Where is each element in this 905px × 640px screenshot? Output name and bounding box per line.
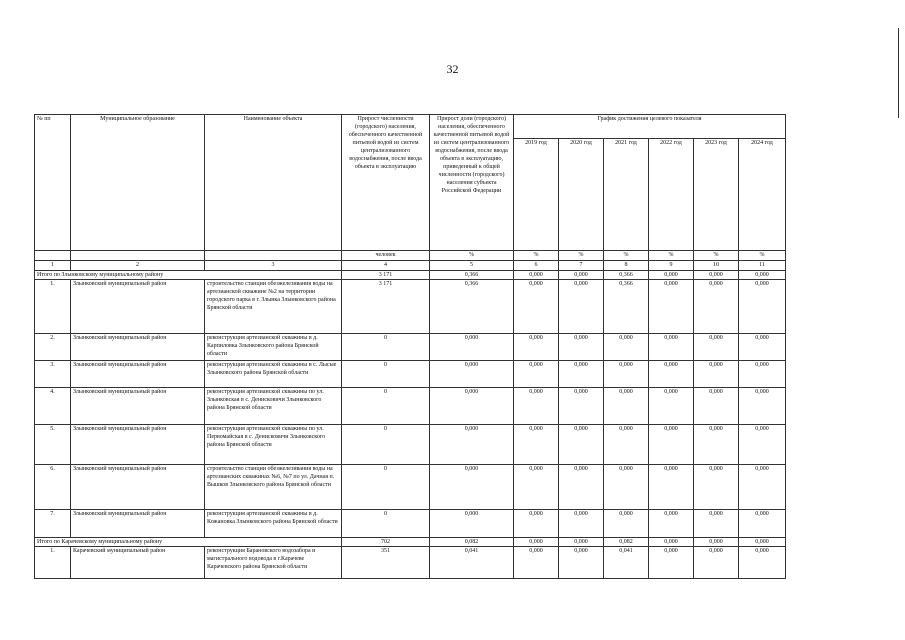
col-number: 6 (514, 261, 559, 271)
col-number: 2 (71, 261, 205, 271)
municipality-cell: Злынковский муниципальный район (71, 280, 205, 334)
share-increase-cell: 0,000 (430, 361, 514, 388)
object-name-cell: реконструкция артезианской скважины в с. Лысые Злынковского района Брянской области (205, 361, 342, 388)
unit-cell: % (739, 251, 786, 261)
year-value-cell: 0,000 (604, 425, 649, 465)
header-year-2022: 2022 год (649, 139, 694, 251)
header-year-2019: 2019 год (514, 139, 559, 251)
year-value-cell: 0,000 (739, 425, 786, 465)
municipality-cell: Злынковский муниципальный район (71, 388, 205, 425)
table-row (35, 361, 786, 388)
population-increase-cell: 351 (342, 547, 430, 579)
year-value-cell: 0,000 (514, 271, 559, 280)
share-increase-cell: 0,000 (430, 510, 514, 538)
share-increase-cell: 0,366 (430, 271, 514, 280)
population-increase-cell: 3 171 (342, 271, 430, 280)
population-increase-cell: 0 (342, 334, 430, 361)
year-value-cell: 0,000 (649, 465, 694, 510)
year-value-cell: 0,366 (604, 271, 649, 280)
table-body (35, 115, 786, 579)
year-value-cell: 0,000 (514, 465, 559, 510)
year-value-cell: 0,000 (604, 510, 649, 538)
year-value-cell: 0,000 (559, 388, 604, 425)
unit-cell: % (604, 251, 649, 261)
header-population-increase: Прирост численности (городского) населения, обеспеченного качественной питьевой водой из систем централизованного водоснабжения, после ввода объекта в эксплуатацию (342, 115, 430, 251)
row-number: 5. (35, 425, 71, 465)
population-increase-cell: 3 171 (342, 280, 430, 334)
year-value-cell: 0,000 (739, 361, 786, 388)
row-number: 2. (35, 334, 71, 361)
subtotal-label: Итого по Карачевскому муниципальному району (35, 538, 342, 547)
year-value-cell: 0,000 (694, 271, 739, 280)
table-row (35, 547, 786, 579)
object-name-cell: реконструкция артезианской скважины в д. Карпиловка Злынковского района Брянской области (205, 334, 342, 361)
page-number: 32 (446, 62, 459, 76)
municipality-cell: Злынковский муниципальный район (71, 334, 205, 361)
year-value-cell: 0,000 (514, 334, 559, 361)
header-row-1 (35, 115, 786, 139)
population-increase-cell: 702 (342, 538, 430, 547)
table-row (35, 425, 786, 465)
row-number: 1. (35, 280, 71, 334)
year-value-cell: 0,082 (604, 538, 649, 547)
population-increase-cell: 0 (342, 361, 430, 388)
population-increase-cell: 0 (342, 510, 430, 538)
year-value-cell: 0,000 (694, 361, 739, 388)
object-name-cell: строительство станции обезжелезивания воды на артезианских скважинах №6, №7 по ул. Дачная п. Вышков Злынковского района Брянской области (205, 465, 342, 510)
table-row (35, 465, 786, 510)
year-value-cell: 0,000 (559, 510, 604, 538)
col-number: 4 (342, 261, 430, 271)
header-schedule: График достижения целевого показателя (514, 115, 786, 139)
header-year-2023: 2023 год (694, 139, 739, 251)
col-number: 5 (430, 261, 514, 271)
year-value-cell: 0,000 (649, 334, 694, 361)
col-number: 7 (559, 261, 604, 271)
municipality-cell: Злынковский муниципальный район (71, 425, 205, 465)
table-row (35, 388, 786, 425)
year-value-cell: 0,000 (739, 465, 786, 510)
row-number: 6. (35, 465, 71, 510)
year-value-cell: 0,000 (694, 547, 739, 579)
year-value-cell: 0,000 (559, 334, 604, 361)
year-value-cell: 0,000 (649, 425, 694, 465)
object-name-cell: реконструкция артезианской скважины по ул. Злынковская в с. Денисковичи Злынковского района Брянской области (205, 388, 342, 425)
table-row (35, 510, 786, 538)
population-increase-cell: 0 (342, 465, 430, 510)
units-row (35, 251, 786, 261)
year-value-cell: 0,000 (694, 334, 739, 361)
unit-cell: % (649, 251, 694, 261)
year-value-cell: 0,000 (649, 271, 694, 280)
header-no: № пп (35, 115, 71, 251)
year-value-cell: 0,000 (514, 425, 559, 465)
col-number: 10 (694, 261, 739, 271)
year-value-cell: 0,000 (739, 334, 786, 361)
year-value-cell: 0,000 (514, 361, 559, 388)
share-increase-cell: 0,000 (430, 334, 514, 361)
units-blank (35, 251, 71, 261)
year-value-cell: 0,000 (559, 538, 604, 547)
year-value-cell: 0,000 (514, 547, 559, 579)
year-value-cell: 0,041 (604, 547, 649, 579)
population-increase-cell: 0 (342, 388, 430, 425)
row-number: 4. (35, 388, 71, 425)
year-value-cell: 0,000 (739, 538, 786, 547)
row-number: 7. (35, 510, 71, 538)
year-value-cell: 0,000 (694, 425, 739, 465)
object-name-cell: строительство станции обезжелезивания воды на артезианской скважине №2 на территории городского парка в г. Злынка Злынковского района Брянской области (205, 280, 342, 334)
year-value-cell: 0,000 (514, 280, 559, 334)
year-value-cell: 0,000 (649, 280, 694, 334)
share-increase-cell: 0,000 (430, 425, 514, 465)
col-number: 9 (649, 261, 694, 271)
table-row (35, 280, 786, 334)
year-value-cell: 0,000 (514, 538, 559, 547)
column-number-row (35, 261, 786, 271)
row-number: 1. (35, 547, 71, 579)
units-blank (205, 251, 342, 261)
municipality-cell: Злынковский муниципальный район (71, 465, 205, 510)
year-value-cell: 0,000 (739, 547, 786, 579)
year-value-cell: 0,000 (739, 510, 786, 538)
year-value-cell: 0,000 (694, 280, 739, 334)
year-value-cell: 0,000 (604, 465, 649, 510)
subtotal-row (35, 538, 786, 547)
year-value-cell: 0,000 (694, 388, 739, 425)
population-increase-cell: 0 (342, 425, 430, 465)
year-value-cell: 0,000 (649, 388, 694, 425)
unit-cell: % (559, 251, 604, 261)
header-year-2021: 2021 год (604, 139, 649, 251)
year-value-cell: 0,000 (559, 280, 604, 334)
header-share-increase: Прирост доли (городского) населения, обеспеченного качественной питьевой водой из систем централизованного водоснабжения, после ввода объекта в эксплуатацию, приведенный к общей численности (городского) населения субъекта Российской Федерации (430, 115, 514, 251)
unit-cell: % (694, 251, 739, 261)
header-object-name: Наименование объекта (205, 115, 342, 251)
share-increase-cell: 0,082 (430, 538, 514, 547)
target-indicator-table (34, 114, 786, 579)
year-value-cell: 0,000 (694, 538, 739, 547)
unit-cell: % (514, 251, 559, 261)
header-year-2020: 2020 год (559, 139, 604, 251)
year-value-cell: 0,000 (604, 334, 649, 361)
municipality-cell: Злынковский муниципальный район (71, 510, 205, 538)
year-value-cell: 0,000 (649, 538, 694, 547)
subtotal-label: Итого по Злынковскому муниципальному району (35, 271, 342, 280)
year-value-cell: 0,000 (649, 361, 694, 388)
year-value-cell: 0,000 (559, 425, 604, 465)
year-value-cell: 0,000 (559, 271, 604, 280)
scan-edge-mark (898, 28, 899, 118)
col-number: 1 (35, 261, 71, 271)
year-value-cell: 0,366 (604, 280, 649, 334)
year-value-cell: 0,000 (559, 547, 604, 579)
header-municipality: Муниципальное образование (71, 115, 205, 251)
header-year-2024: 2024 год (739, 139, 786, 251)
col-number: 3 (205, 261, 342, 271)
share-increase-cell: 0,000 (430, 388, 514, 425)
year-value-cell: 0,000 (694, 510, 739, 538)
year-value-cell: 0,000 (649, 510, 694, 538)
share-increase-cell: 0,000 (430, 465, 514, 510)
subtotal-row (35, 271, 786, 280)
object-name-cell: реконструкция артезианской скважины в д. Кожановка Злынковского района Брянской области (205, 510, 342, 538)
year-value-cell: 0,000 (739, 280, 786, 334)
object-name-cell: реконструкция артезианской скважины по ул. Первомайская в с. Денисковичи Злынковского района Брянской области (205, 425, 342, 465)
year-value-cell: 0,000 (559, 465, 604, 510)
object-name-cell: реконструкция Барановского водозабора и магистрального водовода в г.Карачеве Карачевского района Брянской области (205, 547, 342, 579)
unit-cell: человек (342, 251, 430, 261)
municipality-cell: Карачевский муниципальный район (71, 547, 205, 579)
year-value-cell: 0,000 (514, 388, 559, 425)
unit-cell: % (430, 251, 514, 261)
year-value-cell: 0,000 (739, 388, 786, 425)
year-value-cell: 0,000 (559, 361, 604, 388)
share-increase-cell: 0,366 (430, 280, 514, 334)
row-number: 3. (35, 361, 71, 388)
units-blank (71, 251, 205, 261)
table-row (35, 334, 786, 361)
col-number: 11 (739, 261, 786, 271)
year-value-cell: 0,000 (514, 510, 559, 538)
year-value-cell: 0,000 (739, 271, 786, 280)
year-value-cell: 0,000 (694, 465, 739, 510)
share-increase-cell: 0,041 (430, 547, 514, 579)
year-value-cell: 0,000 (604, 388, 649, 425)
col-number: 8 (604, 261, 649, 271)
year-value-cell: 0,000 (604, 361, 649, 388)
municipality-cell: Злынковский муниципальный район (71, 361, 205, 388)
year-value-cell: 0,000 (649, 547, 694, 579)
